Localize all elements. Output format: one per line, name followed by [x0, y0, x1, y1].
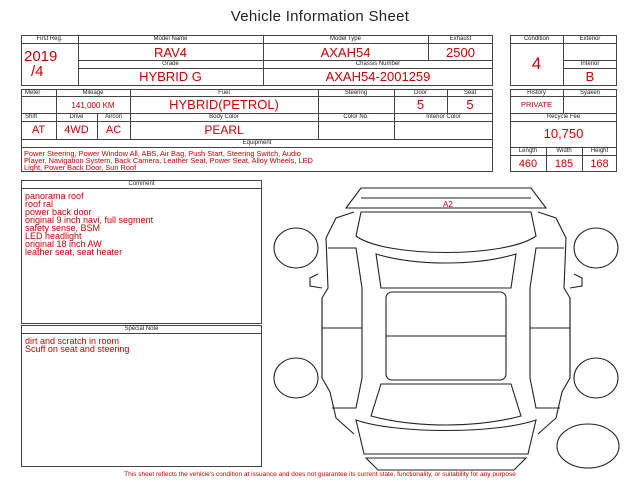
shift: AT — [31, 124, 46, 136]
equipment-line: Light, Power Back Door, Sun Roof — [24, 163, 137, 172]
page-title: Vehicle Information Sheet — [230, 8, 410, 25]
equipment-label: Equipment — [242, 140, 272, 146]
model-type-label: Model Type — [330, 36, 361, 42]
syaken-label: Syaken — [579, 90, 600, 96]
comment-line: power back door — [25, 207, 92, 217]
exhaust: 2500 — [446, 45, 475, 60]
comment-line: leather seat, seat heater — [25, 247, 123, 257]
door: 5 — [416, 97, 425, 112]
model-name: RAV4 — [154, 45, 187, 60]
height: 168 — [590, 158, 609, 170]
interior-grade: B — [585, 69, 595, 84]
meter-label: Meter — [25, 90, 41, 96]
comment-line: panorama roof — [25, 191, 84, 201]
mileage: 141,000 KM — [71, 101, 115, 110]
width-label: Width — [556, 148, 572, 154]
door-label: Door — [413, 90, 427, 96]
drive-label: Drive — [69, 114, 84, 120]
equipment-line: Player, Navigation System, Back Camera, Leather Seat, Power Seat, Alloy Wheels, LED — [24, 156, 313, 165]
special-note-line: dirt and scratch in room — [25, 336, 120, 346]
exterior-label: Exterior — [579, 36, 601, 42]
first-reg-year: 2019 — [24, 48, 58, 65]
first-reg-label: First Reg. — [36, 36, 63, 42]
steering-label: Steering — [344, 90, 368, 96]
history-label: History — [527, 90, 546, 96]
chassis-label: Chassis Number — [355, 61, 401, 67]
special-note-label: Special Note — [124, 326, 159, 332]
damage-mark: A2 — [443, 200, 453, 209]
comment-line: original 18 inch AW — [25, 239, 102, 249]
model-name-label: Model Name — [153, 36, 188, 42]
chassis-number: AXAH54-2001259 — [325, 69, 431, 84]
mileage-label: Mileage — [82, 90, 104, 96]
comment-label: Comment — [128, 181, 155, 187]
body-color: PEARL — [204, 123, 244, 137]
interior-label: Interior — [580, 61, 600, 67]
exhaust-label: Exhaust — [449, 36, 472, 42]
comment-line: original 9 inch navi, full segment — [25, 215, 154, 225]
grade: HYBRID G — [139, 69, 202, 84]
history: PRIVATE — [521, 100, 552, 109]
seat: 5 — [466, 97, 474, 112]
fuel: HYBRID(PETROL) — [169, 97, 279, 112]
comment-line: roof ral — [25, 199, 54, 209]
width: 185 — [554, 158, 574, 170]
condition-grade: 4 — [531, 54, 542, 73]
body-color-label: Body Color — [209, 114, 239, 120]
shift-label: Shift — [25, 114, 38, 120]
grade-label: Grade — [162, 61, 179, 67]
condition-label: Condition — [523, 36, 550, 42]
aircon-label: Aircon — [104, 114, 122, 120]
disclaimer: This sheet reflects the vehicle's condition at issuance and does not guarantee its current state, functionality, or suitability for any purpose — [124, 471, 516, 478]
height-label: Height — [590, 148, 609, 154]
special-note-line: Scuff on seat and steering — [25, 344, 130, 354]
length-label: Length — [518, 148, 538, 154]
first-reg-month: /4 — [31, 63, 44, 80]
model-type: AXAH54 — [320, 45, 371, 60]
seat-label: Seat — [463, 90, 477, 96]
comment-line: LED headlight — [25, 231, 82, 241]
recycle-fee: 10,750 — [543, 126, 584, 141]
color-no-label: Color No. — [343, 114, 369, 120]
fuel-label: Fuel — [218, 90, 230, 96]
aircon: AC — [105, 124, 122, 136]
length: 460 — [518, 158, 538, 170]
interior-color-label: Interior Color — [426, 114, 461, 120]
comment-line: safety sense, BSM — [25, 223, 101, 233]
car-damage-diagram — [266, 178, 626, 478]
equipment-line: Power Steering, Power Window All, ABS, Air Bag, Push Start, Steering Switch, Audio — [24, 149, 301, 158]
recycle-fee-label: Recycle Fee — [546, 114, 581, 120]
drive: 4WD — [64, 124, 89, 136]
